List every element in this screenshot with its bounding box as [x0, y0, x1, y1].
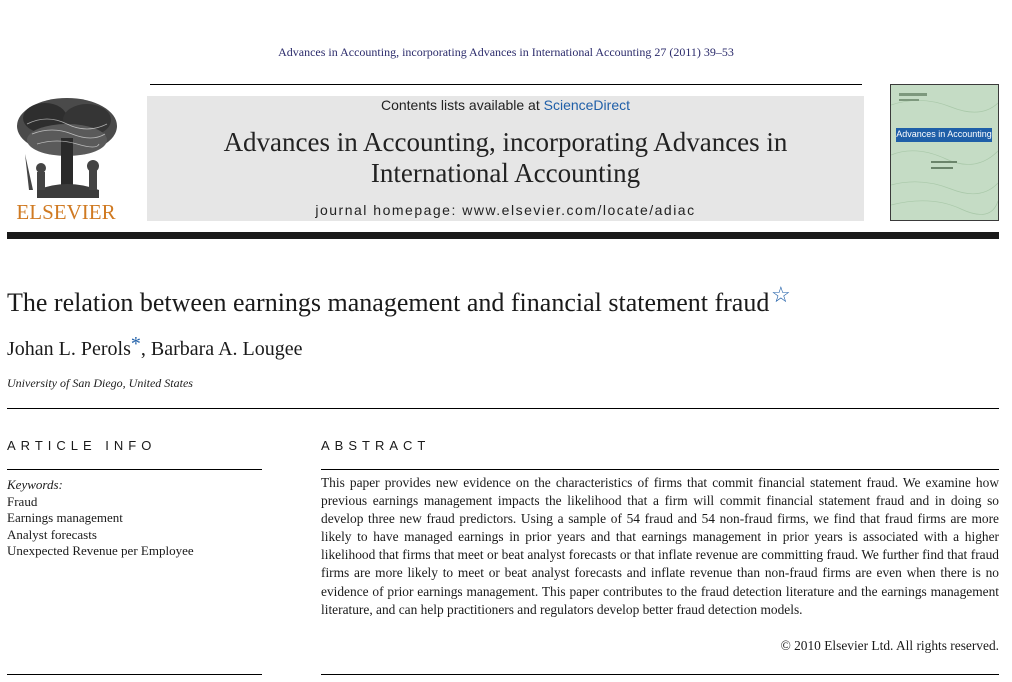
keyword-item: Earnings management — [7, 510, 123, 525]
contents-availability — [147, 97, 864, 113]
publisher-wordmark: ELSEVIER — [16, 200, 116, 224]
article-info-rule — [7, 469, 262, 470]
journal-title-line1: Advances in Accounting, incorporating Advances in — [223, 127, 788, 157]
journal-citation[interactable]: Advances in Accounting, incorporating Advances in International Accounting 27 (2011) 39–53 — [278, 45, 734, 59]
author-perols[interactable]: Johan L. Perols — [7, 338, 131, 360]
keywords-list — [7, 477, 194, 560]
author-lougee[interactable]: , Barbara A. Lougee — [140, 338, 303, 360]
cover-artwork-icon — [891, 85, 998, 220]
masthead-thick-rule — [7, 232, 999, 239]
article-info-bottom-rule — [7, 674, 262, 675]
copyright-notice: © 2010 Elsevier Ltd. All rights reserved. — [780, 638, 999, 653]
keywords-label: Keywords: — [7, 477, 63, 492]
journal-cover-thumbnail[interactable] — [890, 84, 999, 221]
keyword-item: Analyst forecasts — [7, 526, 97, 542]
contents-prefix: Contents lists available at — [380, 97, 544, 113]
sciencedirect-link[interactable]: ScienceDirect — [543, 97, 630, 113]
journal-title-line2: International Accounting — [370, 158, 641, 188]
keyword-item: Fraud — [7, 493, 38, 509]
article-title: The relation between earnings management and financial statement fraud — [7, 288, 770, 317]
corresponding-author-asterisk-icon[interactable]: * — [130, 333, 141, 355]
header-divider — [150, 84, 862, 85]
journal-homepage-link[interactable]: journal homepage: www.elsevier.com/locate/adiac — [315, 202, 696, 218]
abstract-heading: ABSTRACT — [321, 438, 431, 453]
section-divider — [7, 408, 999, 409]
article-info-heading: ARTICLE INFO — [7, 438, 157, 453]
author-list — [7, 333, 303, 361]
keyword-item: Unexpected Revenue per Employee — [7, 543, 194, 558]
abstract-bottom-rule — [321, 674, 999, 675]
abstract-text: This paper provides new evidence on the characteristics of firms that commit financial statement fraud. We examine how previous earnings management impacts the likelihood that a firm will commit financial statement fraud and in doing so develop three new fraud predictors. Using a sample of 54 fraud and 54 non-fraud firms, we find that fraud firms are more likely to have managed earnings in prior years and that earnings management in prior years is associated with a higher likelihood that firms that meet or beat analyst forecasts or that inflate revenue are committing fraud. We further find that fraud firms are more likely to meet or beat analyst forecasts and inflate revenue than non-fraud firms are even when there is no evidence of prior earnings management. This paper contributes to the fraud detection literature and the earnings management literature, and can help practitioners and regulators develop better fraud detection models. — [321, 475, 999, 617]
cover-title: Advances in Accounting — [896, 129, 992, 139]
journal-title — [147, 127, 864, 189]
author-affiliation: University of San Diego, United States — [7, 376, 193, 390]
title-footnote-star-icon[interactable]: ☆ — [771, 282, 791, 307]
abstract-rule — [321, 469, 999, 470]
